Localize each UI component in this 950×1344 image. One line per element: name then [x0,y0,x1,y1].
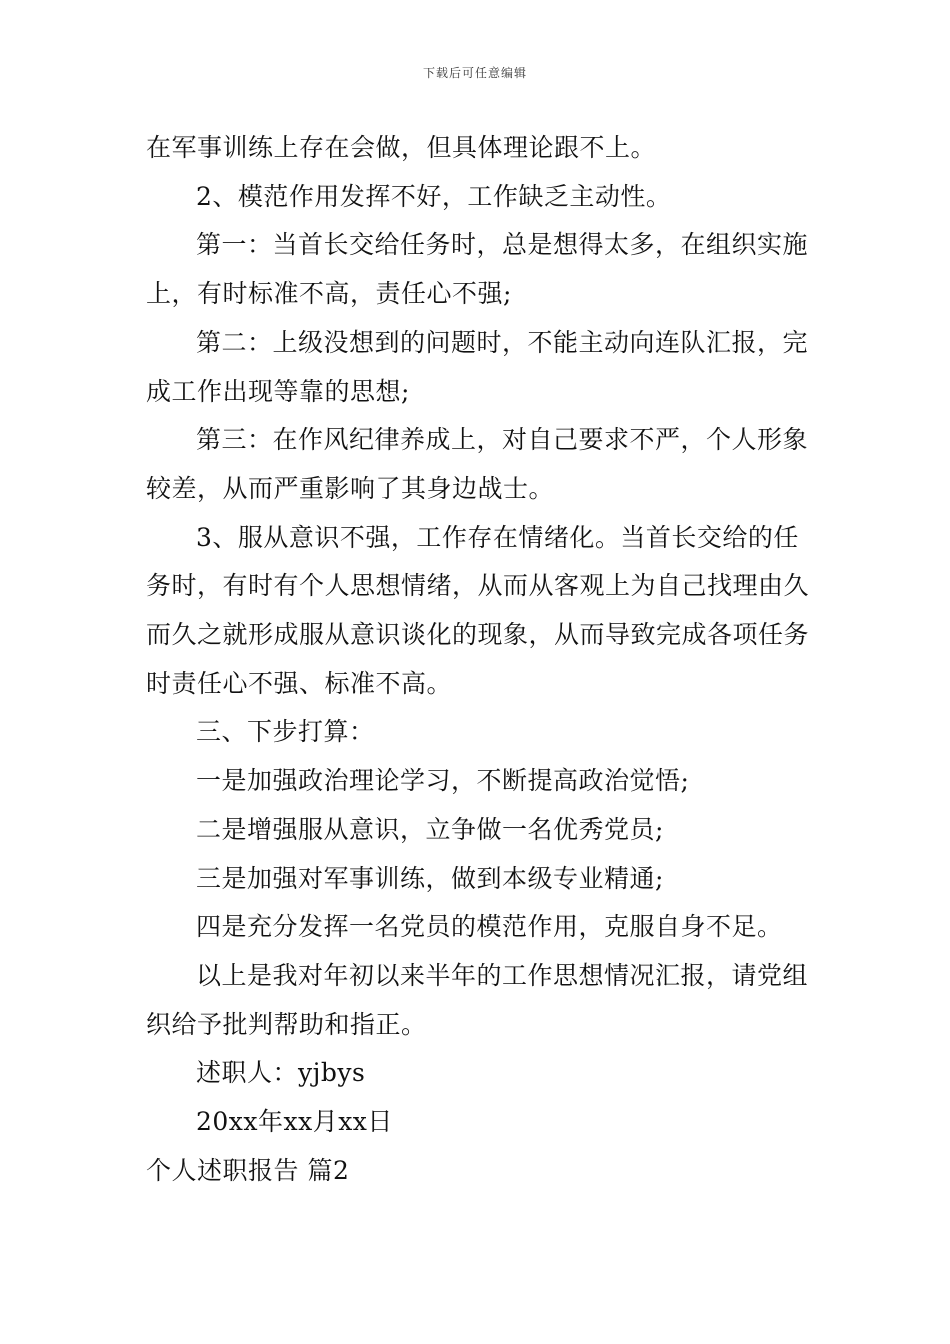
closing-paragraph: 以上是我对年初以来半年的工作思想情况汇报，请党组织给予批判帮助和指正。 [146,960,809,1039]
date-line: 20xx年xx月xx日 [196,1107,393,1137]
paragraph-continuation: 在军事训练上存在会做，但具体理论跟不上。 [146,133,657,162]
paragraph-third: 第三：在作风纪律养成上，对自己要求不严，个人形象较差，从而严重影响了其身边战士。 [146,425,809,503]
paragraph-point-3: 3、服从意识不强，工作存在情绪化。当首长交给的任务时，有时有个人思想情绪，从而从客观上为自己找理由久而久之就形成服从意识谈化的现象，从而导致完成各项任务时责任心不强、标准不高。 [146,522,810,698]
plan-item-4: 四是充分发挥一名党员的模范作用，克服自身不足。 [196,912,783,942]
page-header: 下载后可任意编辑 [422,66,527,80]
document-body [146,124,810,1195]
paragraph-first: 第一：当首长交给任务时，总是想得太多，在组织实施上，有时标准不高，责任心不强; [146,230,809,309]
plan-item-3: 三是加强对军事训练，做到本级专业精通; [196,863,664,893]
signature-line: 述职人：yjbys [196,1058,366,1088]
plan-item-2: 二是增强服从意识，立争做一名优秀党员; [196,814,664,844]
paragraph-point-2: 2、模范作用发挥不好，工作缺乏主动性。 [196,181,672,211]
section-heading-next-steps: 三、下步打算： [196,717,375,747]
plan-item-1: 一是加强政治理论学习，不断提高政治觉悟; [196,766,690,796]
next-report-title: 个人述职报告 篇2 [146,1155,350,1185]
paragraph-second: 第二：上级没想到的问题时，不能主动向连队汇报，完成工作出现等靠的思想; [146,327,809,406]
